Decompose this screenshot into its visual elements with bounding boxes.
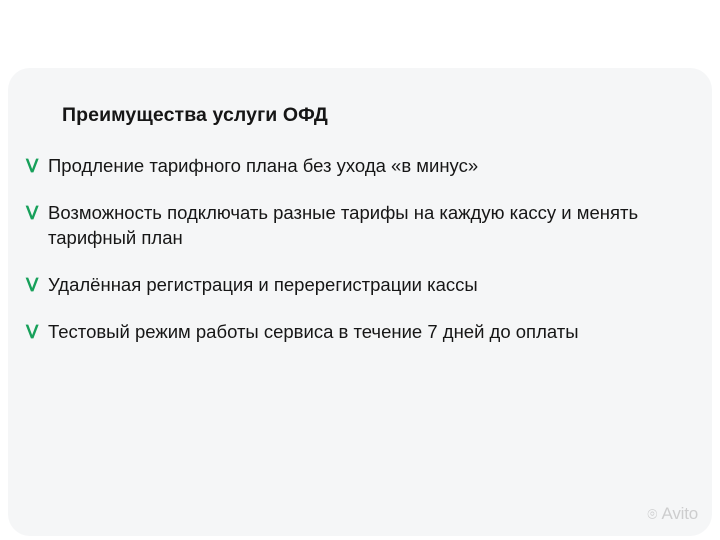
list-item [20,319,684,344]
list-item-label: Тестовый режим работы сервиса в течение 7 дней до оплаты [48,321,579,342]
benefits-list [20,153,684,344]
check-icon: ᐯ [26,322,39,342]
page-title: Преимущества услуги ОФД [62,104,328,126]
list-item [20,153,684,178]
list-item-label: Продление тарифного плана без ухода «в минус» [48,155,479,176]
card-content [20,104,684,344]
list-item-label: Удалённая регистрация и перерегистрации кассы [48,274,478,295]
list-item [20,200,684,250]
check-icon: ᐯ [26,275,39,295]
check-icon: ᐯ [26,156,39,176]
benefits-card [8,68,712,536]
avito-logo-icon: ⌾ [647,504,658,524]
list-item [20,272,684,297]
watermark [647,504,698,524]
watermark-label: Avito [661,504,698,523]
check-icon: ᐯ [26,203,39,223]
list-item-label: Возможность подключать разные тарифы на каждую кассу и менять тарифный план [48,202,639,248]
